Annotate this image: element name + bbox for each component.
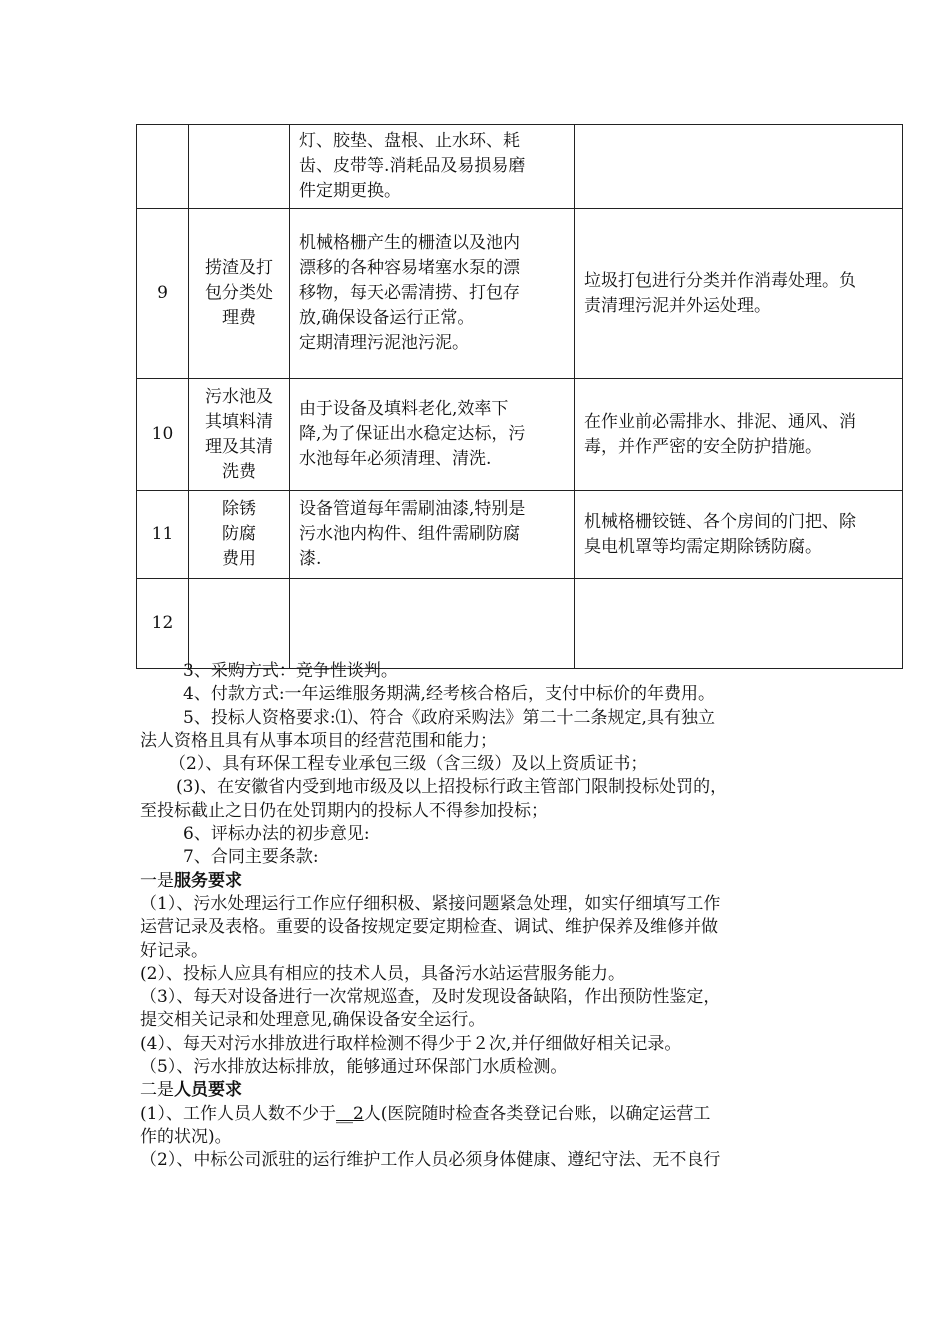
name-line: 理费 [222,308,256,328]
note-line: 毒，并作严密的安全防护措施。 [584,436,822,457]
note-line: 责清理污泥并外运处理。 [584,295,771,316]
heading-prefix: 一是 [140,870,174,891]
content-line: 由于设备及填料老化,效率下 [299,399,509,419]
personnel-item-1-cont: 作的状况)。 [140,1126,232,1147]
bidder-qualification: 5、投标人资格要求:⑴、符合《政府采购法》第二十二条规定,具有独立 [183,707,715,728]
name-line: 包分类处 [205,283,273,303]
name-line: 理及其清 [205,436,273,457]
table-row [137,209,903,379]
heading-title: 服务要求 [174,870,242,891]
personnel-text: 人(医院随时检查各类登记台账，以确定运营工 [363,1103,711,1124]
evaluation-method: 6、评标办法的初步意见: [183,824,370,845]
personnel-text: (1）、工作人员人数不少于 [140,1103,336,1124]
payment-method: 4、付款方式:一年运维服务期满,经考核合格后，支付中标价的年费用。 [183,684,715,705]
name-line: 污水池及 [205,386,273,407]
content-line: 移物，每天必需清捞、打包存 [299,283,520,303]
content-line: 定期清理污泥池污泥。 [299,333,469,353]
service-item-1: （1）、污水处理运行工作应仔细积极、紧接问题紧急处理，如实仔细填写工作 [140,893,721,914]
staff-count: __2 [335,1103,364,1124]
item-content [290,579,575,669]
content-line: 降,为了保证出水稳定达标，污 [299,424,526,444]
table-row [137,379,903,491]
table-row [137,491,903,579]
service-item-3-cont: 提交相关记录和处理意见,确保设备安全运行。 [140,1010,486,1031]
content-line: 灯、胶垫、盘根、止水环、耗 [299,131,520,151]
contract-terms: 7、合同主要条款: [183,847,319,868]
row-number: 11 [137,491,189,579]
name-line: 洗费 [222,461,256,482]
content-line: 机械格栅产生的栅渣以及池内 [299,233,520,253]
qualification-item-2: （2）、具有环保工程专业承包三级（含三级）及以上资质证书； [169,754,648,775]
row-number: 12 [137,579,189,669]
item-name [189,491,290,579]
content-line: 污水池内构件、组件需刷防腐 [299,524,520,544]
service-item-3: （3）、每天对设备进行一次常规巡查，及时发现设备缺陷，作出预防性鉴定， [140,987,721,1008]
note-line: 机械格栅铰链、各个房间的门把、除 [584,511,856,532]
content-line: 齿、皮带等.消耗品及易损易磨 [299,156,526,176]
note-line: 在作业前必需排水、排泥、通风、消 [584,411,856,432]
item-content [290,125,575,209]
name-line: 捞渣及打 [205,258,273,278]
table-row [137,579,903,669]
name-line: 防腐 [222,524,256,544]
service-item-1-cont: 运营记录及表格。重要的设备按规定要定期检查、调试、维护保养及维修并做 [140,917,718,938]
service-item-2: (2）、投标人应具有相应的技术人员，具备污水站运营服务能力。 [140,963,625,984]
service-item-5: （5）、污水排放达标排放，能够通过环保部门水质检测。 [140,1057,568,1078]
section-heading-personnel [140,1079,820,1102]
document-body [140,660,820,1173]
qualification-item-3-cont: 至投标截止之日仍在处罚期内的投标人不得参加投标； [140,800,548,821]
content-line: 件定期更换。 [299,181,401,201]
row-number: 9 [137,209,189,379]
note-line: 垃圾打包进行分类并作消毒处理。负 [584,270,856,291]
content-line: 设备管道每年需刷油漆,特别是 [299,499,526,519]
content-line: 水池每年必须清理、清洗. [299,449,492,469]
personnel-item-1 [140,1103,820,1126]
note-line: 臭电机罩等均需定期除锈防腐。 [584,536,822,557]
heading-title: 人员要求 [174,1080,242,1101]
name-line: 除锈 [222,499,256,519]
procurement-method: 3、采购方式：竞争性谈判。 [183,661,398,681]
section-heading-service [140,870,820,893]
personnel-item-2: （2）、中标公司派驻的运行维护工作人员必须身体健康、遵纪守法、无不良行 [140,1150,721,1171]
name-line: 费用 [222,549,256,569]
name-line: 其填料清 [205,411,273,432]
content-line: 漆. [299,549,322,569]
qualification-item-3: (3)、在安徽省内受到地市级及以上招投标行政主管部门限制投标处罚的， [176,777,728,798]
item-note [575,379,903,491]
service-item-1-cont: 好记录。 [140,940,208,961]
heading-prefix: 二是 [140,1080,174,1101]
table-row [137,125,903,209]
item-name [189,209,290,379]
service-item-4: (4）、每天对污水排放进行取样检测不得少于２次,并仔细做好相关记录。 [140,1033,682,1054]
item-content [290,491,575,579]
item-note [575,125,903,209]
item-name [189,379,290,491]
item-content [290,379,575,491]
item-note [575,491,903,579]
bidder-qualification-cont: 法人资格且具有从事本项目的经营范围和能力； [140,730,497,751]
row-number: 10 [137,379,189,491]
item-content [290,209,575,379]
row-number [137,125,189,209]
item-name [189,125,290,209]
content-line: 放,确保设备运行正常。 [299,308,475,328]
item-note [575,579,903,669]
content-line: 漂移的各种容易堵塞水泵的漂 [299,258,520,278]
item-note [575,209,903,379]
item-name [189,579,290,669]
maintenance-cost-table [136,124,903,669]
